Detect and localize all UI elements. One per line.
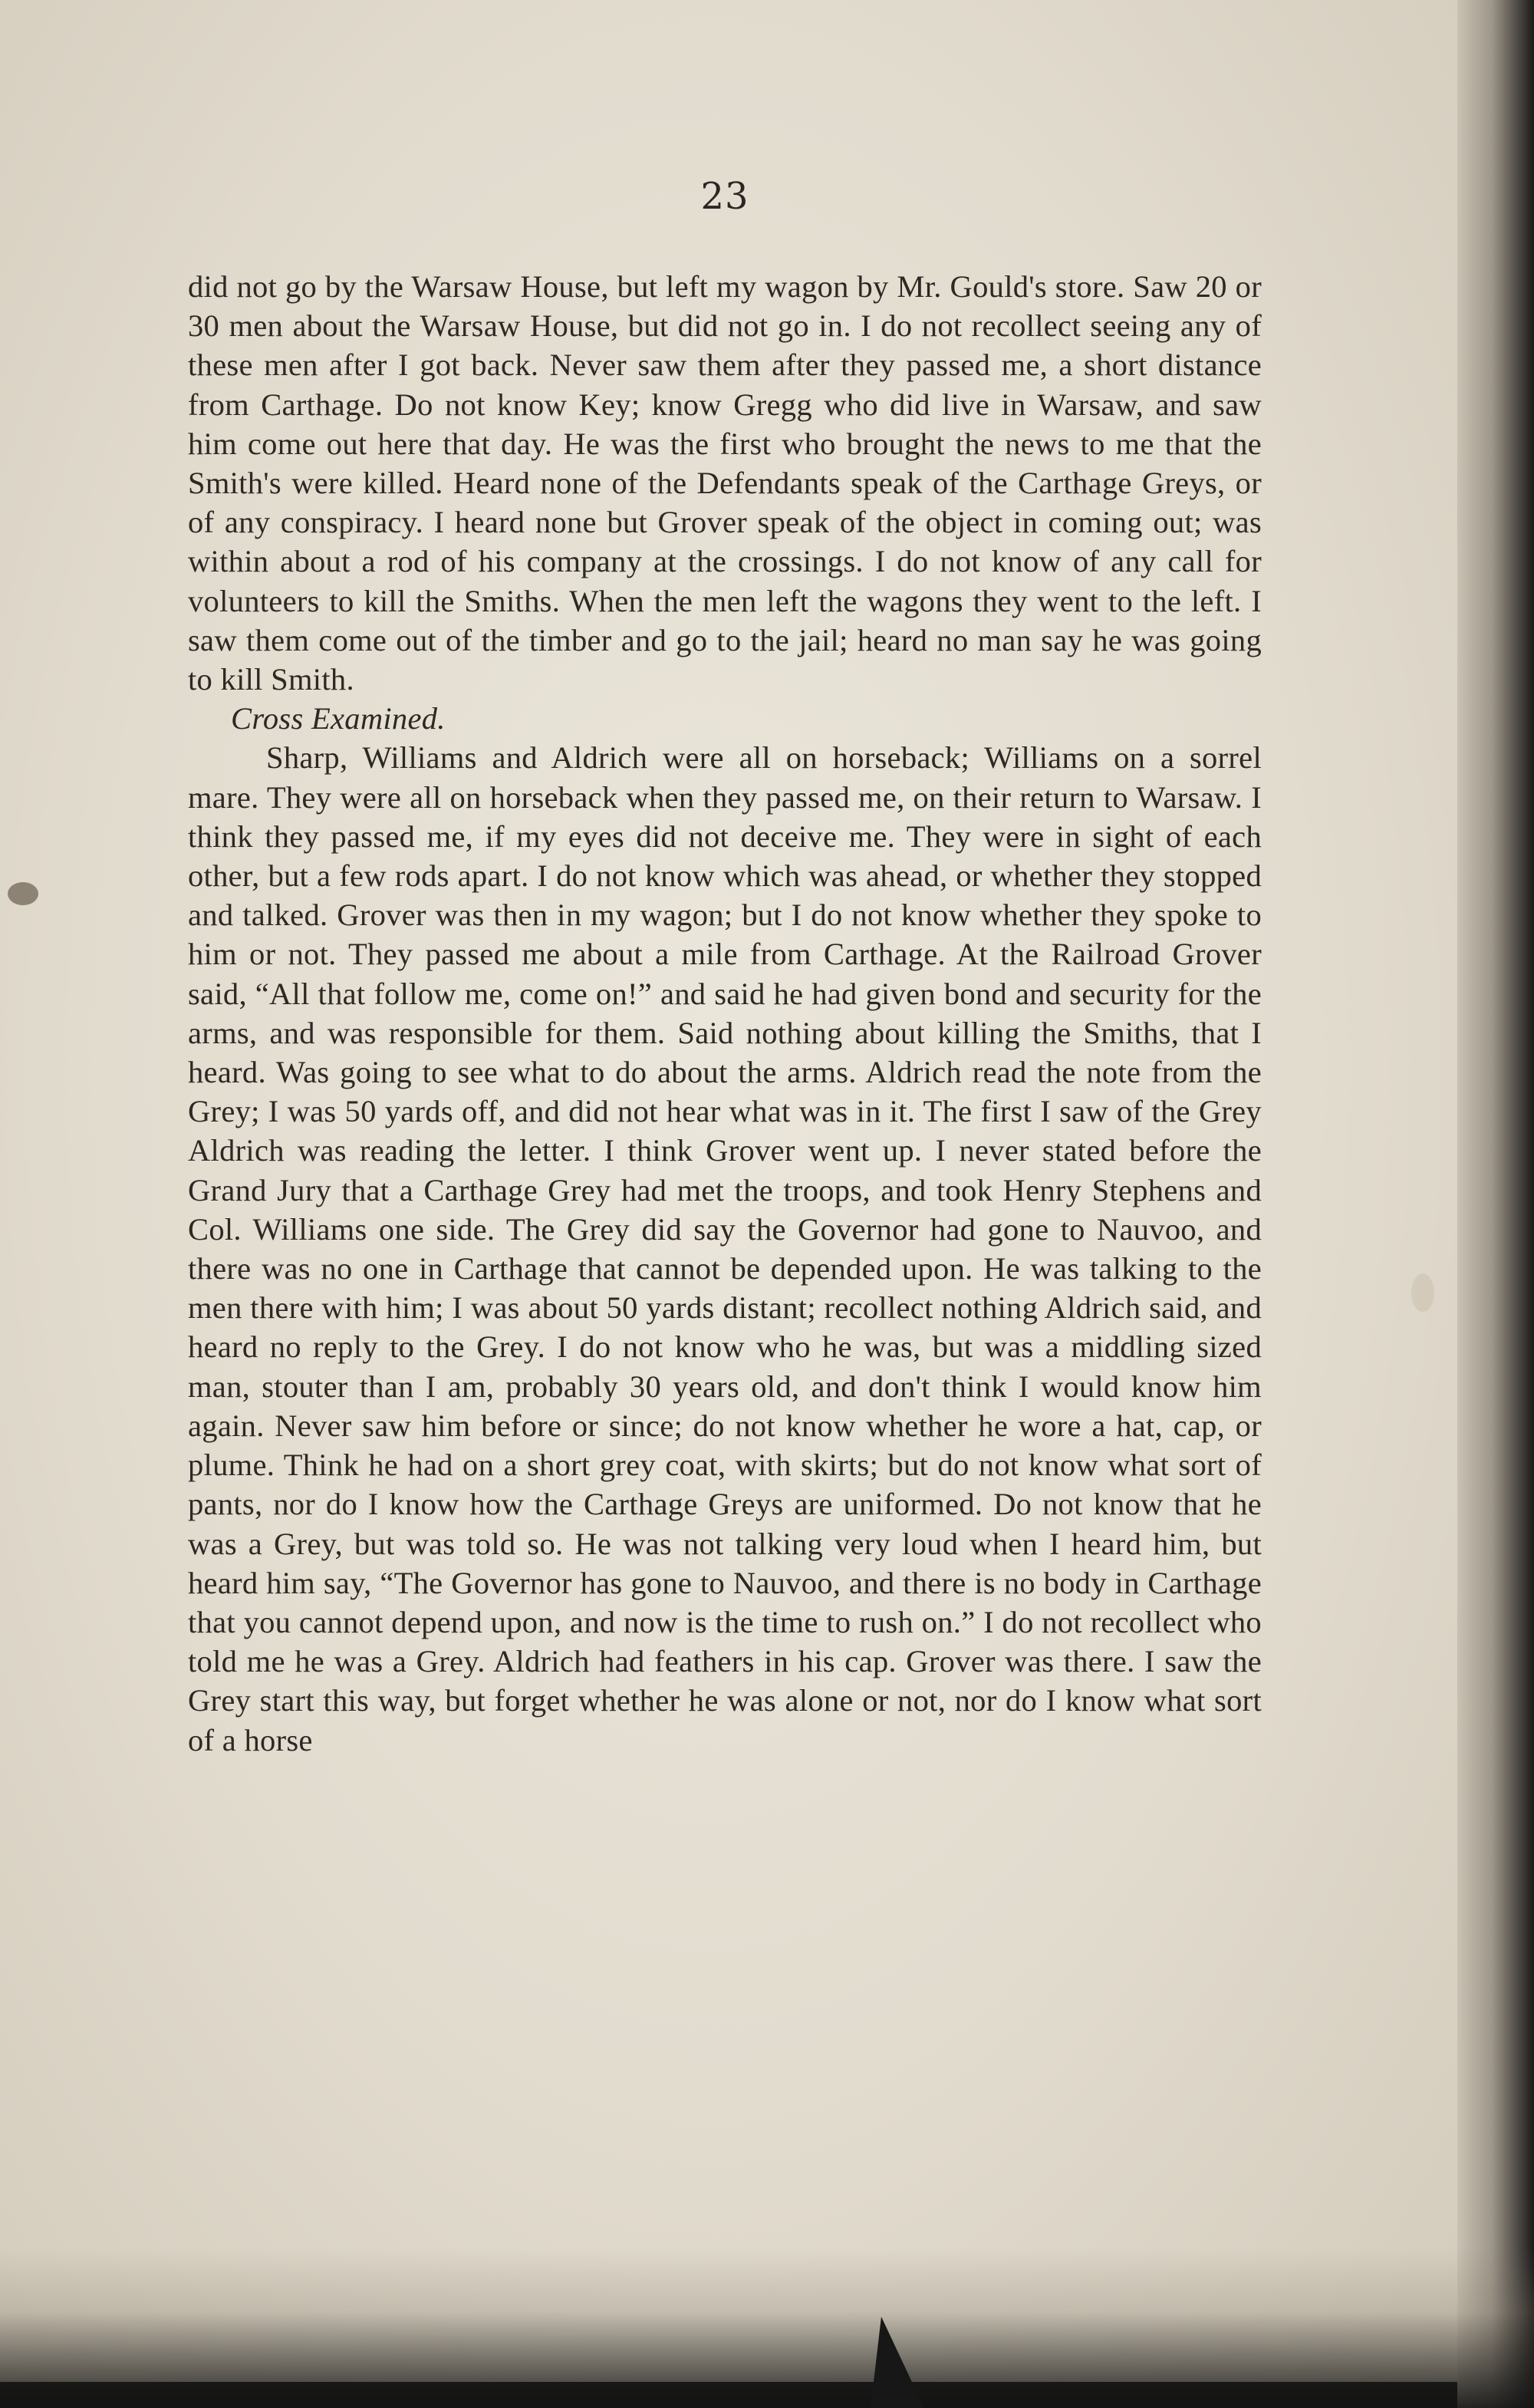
scan-border-right [1457,0,1534,2408]
page-number: 23 [700,175,749,218]
paper-stain [1411,1273,1434,1312]
paragraph-testimony-continued: did not go by the Warsaw House, but left my wagon by Mr. Gould's store. Saw 20 or 30 men about the Warsaw House, but did not go in. I do not recollect seeing any of these men after I got back. Never saw them after they passed me, a short distance from Carthage. Do not know Key; know Gregg who did live in Warsaw, and saw him come out here that day. He was the first who brought the news to me that the Smith's were killed. Heard none of the Defendants speak of the Carthage Greys, or of any conspiracy. I heard none but Grover speak of the object in coming out; was within about a rod of his company at the crossings. I do not know of any call for volunteers to kill the Smiths. When the men left the wagons they went to the left. I saw them come out of the timber and go to the jail; heard no man say he was going to kill Smith. [188,269,1262,697]
body-text [188,267,1262,1760]
scan-border-bottom [0,2248,1534,2408]
paper-stain [8,882,38,905]
paragraph-cross-examination: Sharp, Williams and Aldrich were all on horseback; Williams on a sorrel mare. They were all on horseback when they passed me, on their return to Warsaw. I think they passed me, if my eyes did not deceive me. They were in sight of each other, but a few rods apart. I do not know which was ahead, or whether they stopped and talked. Grover was then in my wagon; but I do not know whether they spoke to him or not. They passed me about a mile from Carthage. At the Railroad Grover said, “All that follow me, come on!” and said he had given bond and security for the arms, and was responsible for them. Said nothing about killing the Smiths, that I heard. Was going to see what to do about the arms. Aldrich read the note from the Grey; I was 50 yards off, and did not hear what was in it. The first I saw of the Grey Aldrich was reading the letter. I think Grover went up. I never stated before the Grand Jury that a Carthage Grey had met the troops, and took Henry Stephens and Col. Williams one side. The Grey did say the Governor had gone to Nauvoo, and there was no one in Carthage that cannot be depended upon. He was talking to the men there with him; I was about 50 yards distant; recollect nothing Aldrich said, and heard no reply to the Grey. I do not know who he was, but was a middling sized man, stouter than I am, probably 30 years old, and don't think I would know him again. Never saw him before or since; do not know whether he wore a hat, cap, or plume. Think he had on a short grey coat, with skirts; but do not know what sort of pants, nor do I know how the Carthage Greys are uniformed. Do not know that he was a Grey, but was told so. He was not talking very loud when I heard him, but heard him say, “The Governor has gone to Nauvoo, and there is no body in Carthage that you cannot depend upon, and now is the time to rush on.” I do not recollect who told me he was a Grey. Aldrich had feathers in his cap. Grover was there. I saw the Grey start this way, but forget whether he was alone or not, nor do I know what sort of a horse [188,740,1262,1757]
section-heading-cross-examined: Cross Examined. [231,701,446,736]
